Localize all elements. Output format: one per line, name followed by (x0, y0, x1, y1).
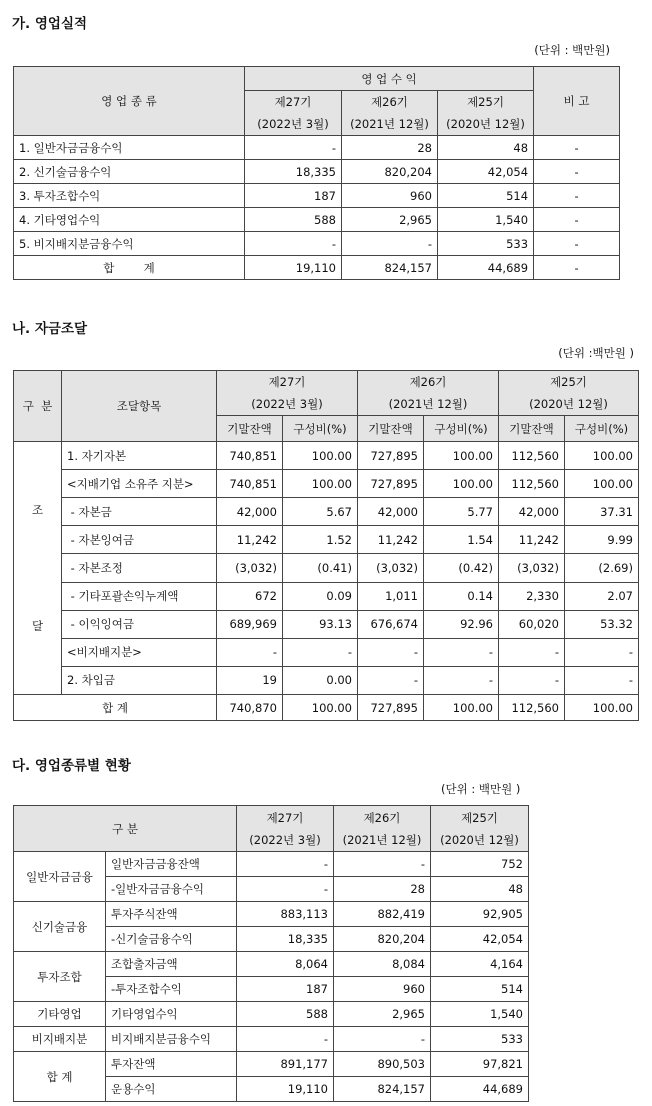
header-ending-balance: 기말잔액 (217, 416, 283, 442)
group-label: 신기술금융 (14, 902, 106, 952)
header-ratio: 구성비(%) (424, 416, 499, 442)
table-row: -일반자금금융수익 - 28 48 (14, 877, 529, 902)
table-row: <비지배지분> - - - - - - (14, 638, 639, 666)
header-gubun: 구 분 (14, 806, 237, 852)
unit-label: (단위 : 백만원 ) (441, 782, 521, 796)
table-row: 2. 차입금 19 0.00 - - - - (14, 666, 639, 694)
table-row: 1. 일반자금금융수익 - 28 48 - (14, 136, 620, 160)
header-funding-item: 조달항목 (62, 371, 217, 442)
header-period: 제27기 (2022년 3월) (217, 371, 358, 416)
header-gubun: 구 분 (14, 371, 62, 442)
group-label: 기타영업 (14, 1002, 106, 1027)
group-label: 비지배지분 (14, 1027, 106, 1052)
section-title-funding: 나. 자금조달 (12, 321, 88, 337)
table-row: -투자조합수익 187 960 514 (14, 977, 529, 1002)
header-period: 제26기 (2021년 12월) (334, 806, 431, 852)
funding-table (13, 370, 639, 721)
header-ratio: 구성비(%) (565, 416, 639, 442)
header-period: 제26기 (2021년 12월) (358, 371, 499, 416)
table-row: - 이익잉여금 689,969 93.13 676,674 92.96 60,020 53.32 (14, 610, 639, 638)
group-label: 일반자금금융 (14, 852, 106, 902)
table-row: <지배기업 소유주 지분> 740,851 100.00 727,895 100.00 112,560 100.00 (14, 470, 639, 498)
total-row: 합 계 19,110 824,157 44,689 - (14, 256, 620, 280)
total-row: 합 계 740,870 100.00 727,895 100.00 112,560 100.00 (14, 695, 639, 721)
operating-kind-table (13, 805, 529, 1102)
table-row: 일반자금금융 일반자금금융잔액 - - 752 (14, 852, 529, 877)
header-operating-revenue: 영 업 수 익 (245, 67, 534, 91)
total-row: 합 계 투자잔액 891,177 890,503 97,821 (14, 1052, 529, 1077)
table-row: 비지배지분 비지배지분금융수익 - - 533 (14, 1027, 529, 1052)
header-period: 제27기 (2022년 3월) (245, 91, 342, 136)
unit-label: (단위 :백만원 ) (558, 346, 634, 360)
table-row: 3. 투자조합수익 187 960 514 - (14, 184, 620, 208)
header-ending-balance: 기말잔액 (499, 416, 565, 442)
header-period: 제26기 (2021년 12월) (342, 91, 438, 136)
header-period: 제25기 (2020년 12월) (431, 806, 529, 852)
table-row: 조 달 1. 자기자본 740,851 100.00 727,895 100.00 112,560 100.00 (14, 442, 639, 470)
table-row: 기타영업 기타영업수익 588 2,965 1,540 (14, 1002, 529, 1027)
header-note: 비 고 (534, 67, 620, 136)
header-operating-kind: 영 업 종 류 (14, 67, 245, 136)
header-ending-balance: 기말잔액 (358, 416, 424, 442)
header-period: 제25기 (2020년 12월) (499, 371, 639, 416)
group-label: 투자조합 (14, 952, 106, 1002)
table-row: 2. 신기술금융수익 18,335 820,204 42,054 - (14, 160, 620, 184)
header-period: 제27기 (2022년 3월) (237, 806, 334, 852)
table-row: - 기타포괄손익누계액 672 0.09 1,011 0.14 2,330 2.07 (14, 582, 639, 610)
table-row: 5. 비지배지분금융수익 - - 533 - (14, 232, 620, 256)
operating-results-table (13, 66, 620, 280)
section-title-by-operating-kind: 다. 영업종류별 현황 (12, 758, 131, 774)
side-label-funding: 조 달 (14, 442, 62, 695)
table-row: - 자본조정 (3,032) (0.41) (3,032) (0.42) (3,032) (2.69) (14, 554, 639, 582)
header-ratio: 구성비(%) (283, 416, 358, 442)
table-row: 신기술금융 투자주식잔액 883,113 882,419 92,905 (14, 902, 529, 927)
table-row: -신기술금융수익 18,335 820,204 42,054 (14, 927, 529, 952)
table-row: 4. 기타영업수익 588 2,965 1,540 - (14, 208, 620, 232)
group-label: 합 계 (14, 1052, 106, 1102)
table-row: 투자조합 조합출자금액 8,064 8,084 4,164 (14, 952, 529, 977)
section-title-operating-results: 가. 영업실적 (12, 16, 88, 32)
total-row: 운용수익 19,110 824,157 44,689 (14, 1077, 529, 1102)
unit-label: (단위 : 백만원) (534, 43, 610, 57)
header-period: 제25기 (2020년 12월) (438, 91, 534, 136)
table-row: - 자본금 42,000 5.67 42,000 5.77 42,000 37.31 (14, 498, 639, 526)
table-row: - 자본잉여금 11,242 1.52 11,242 1.54 11,242 9.99 (14, 526, 639, 554)
